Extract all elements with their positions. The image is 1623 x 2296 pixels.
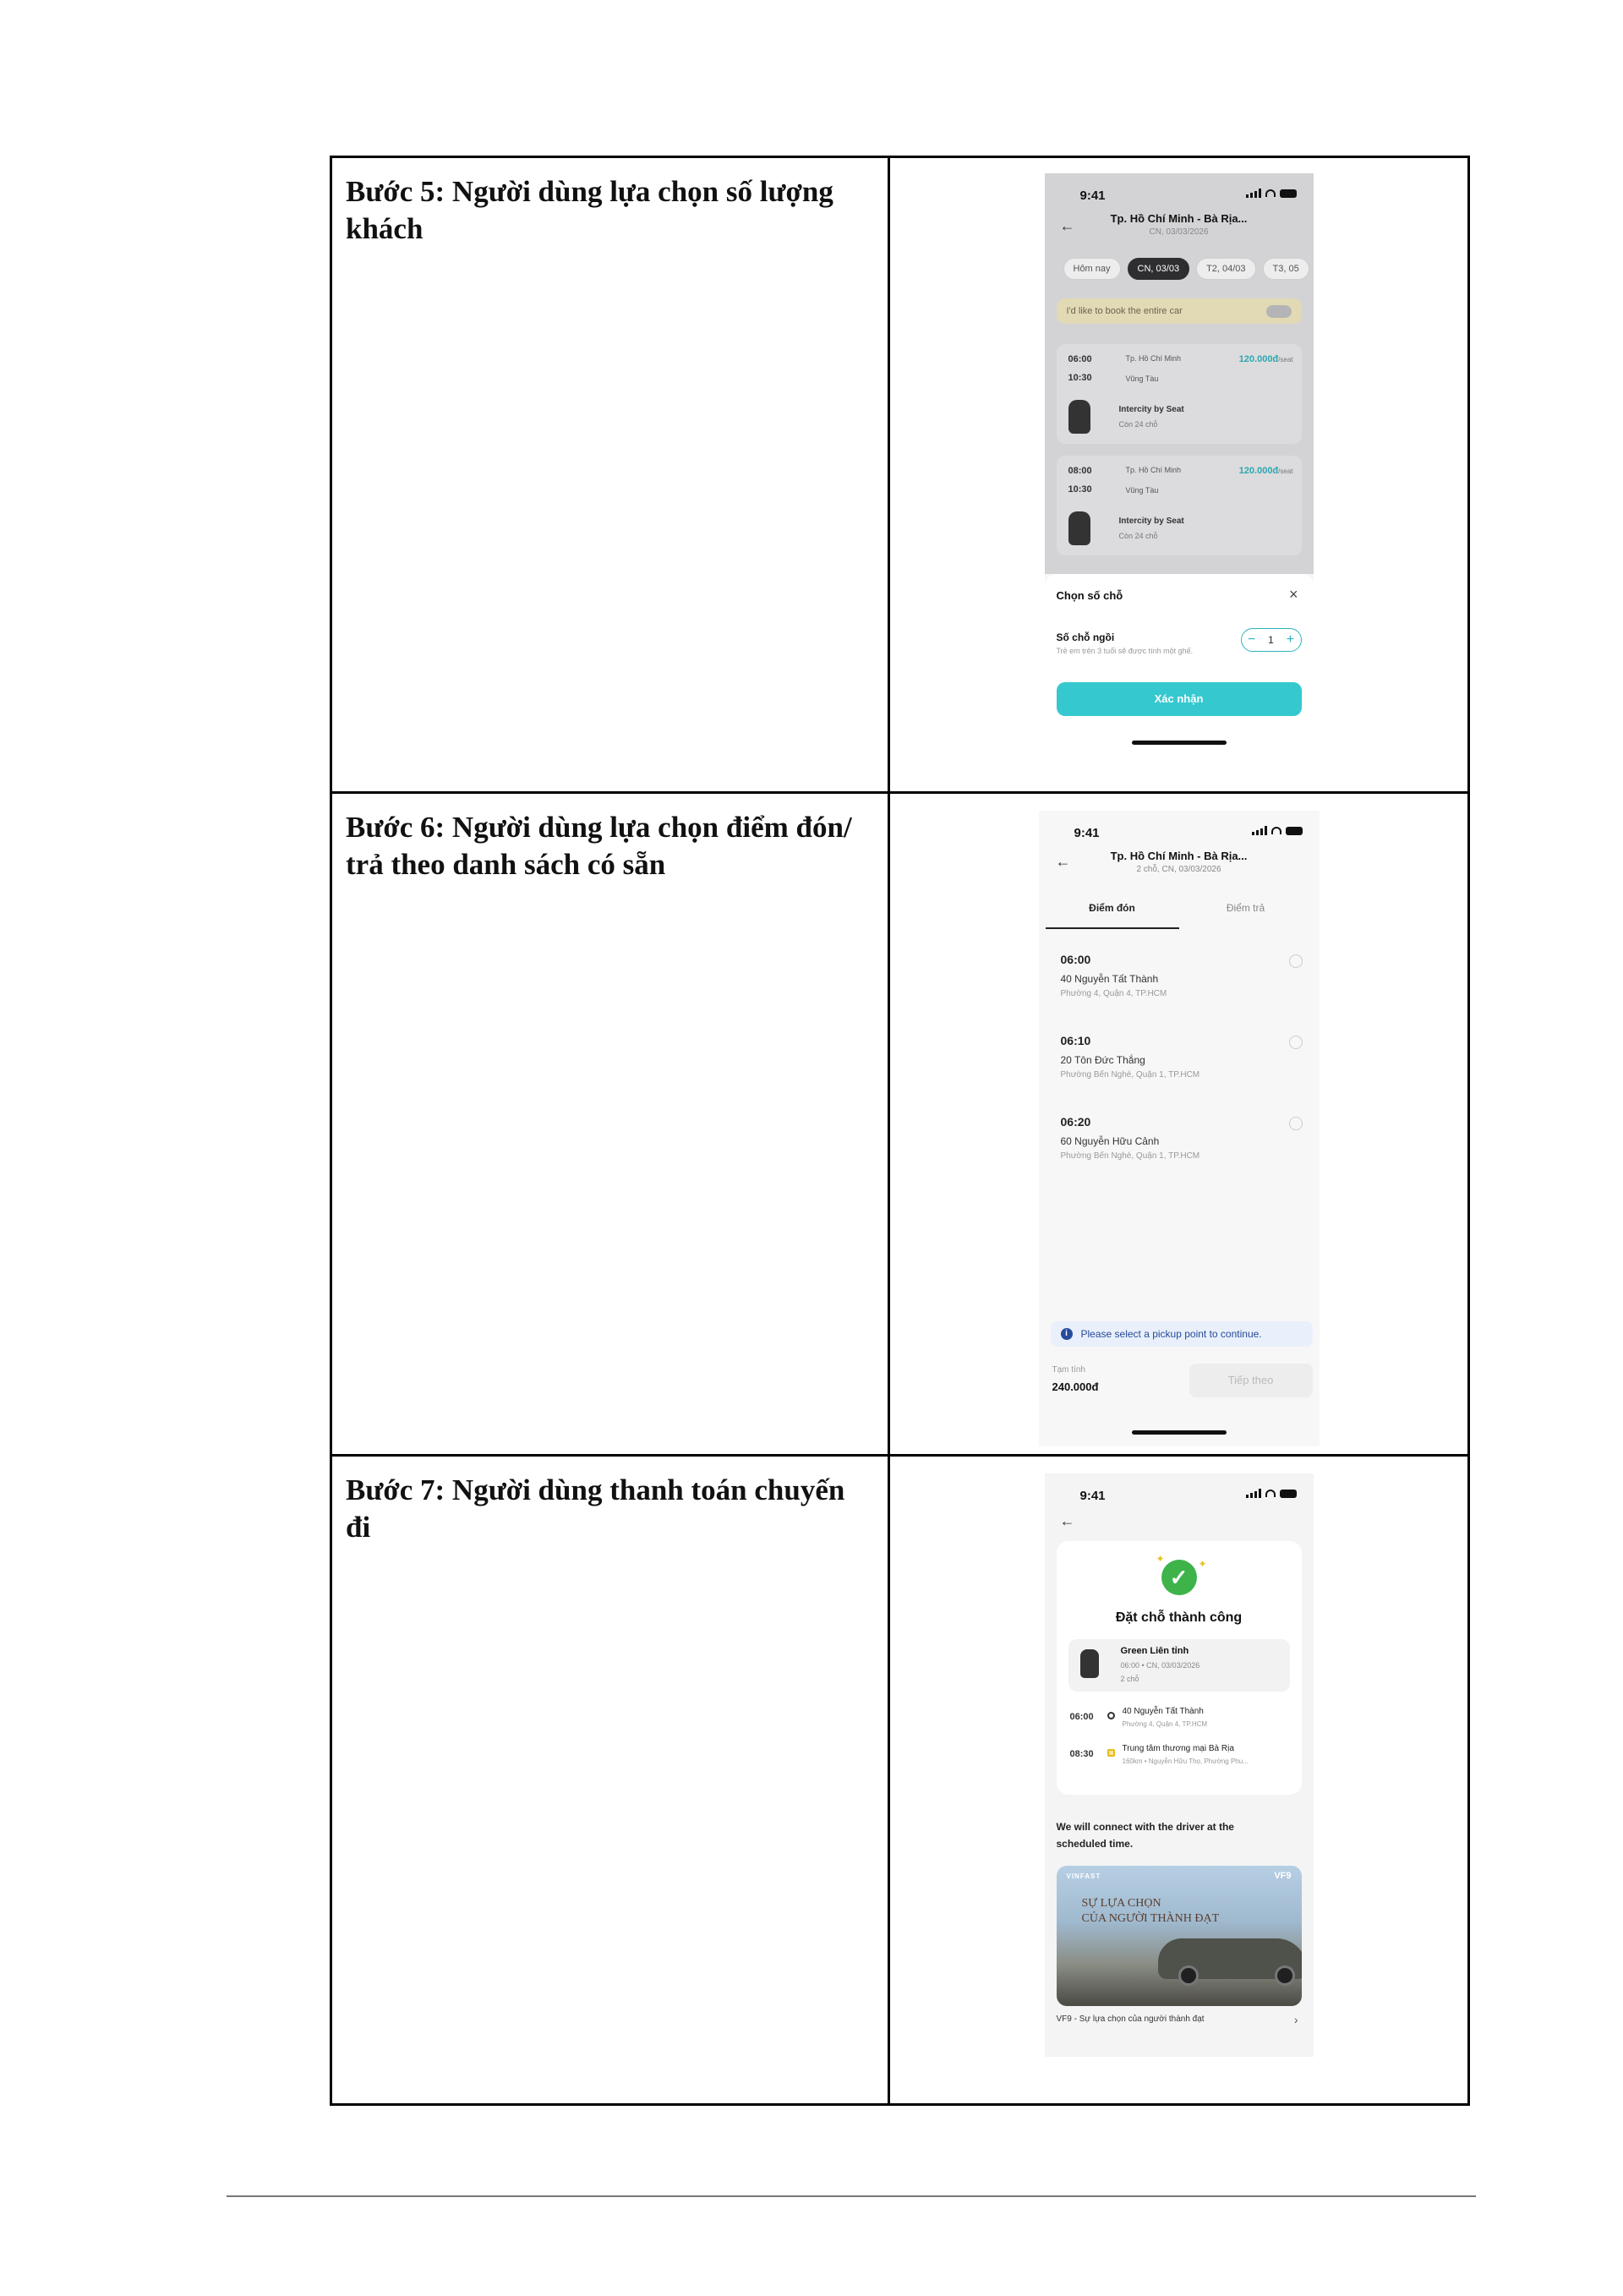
seats-remaining: Còn 24 chỗ bbox=[1118, 532, 1158, 540]
seat-icon bbox=[1068, 400, 1090, 434]
status-bar bbox=[1045, 173, 1314, 207]
status-icons bbox=[1252, 826, 1303, 835]
pickup-time: 06:20 bbox=[1060, 1115, 1091, 1129]
service-name: Intercity by Seat bbox=[1118, 405, 1184, 414]
signal-icon bbox=[1246, 189, 1261, 198]
table-row bbox=[331, 157, 1469, 793]
pickup-detail: Phường 4, Quận 4, TP.HCM bbox=[1060, 989, 1167, 998]
destination-time: 08:30 bbox=[1069, 1749, 1094, 1759]
trip-price: 120.000đ/seat bbox=[1238, 354, 1293, 364]
promo-banner[interactable] bbox=[1057, 1866, 1302, 2006]
status-time: 9:41 bbox=[1074, 826, 1100, 840]
back-arrow-icon[interactable]: ← bbox=[1059, 217, 1075, 234]
origin: Tp. Hồ Chí Minh bbox=[1125, 354, 1182, 363]
service-summary bbox=[1068, 1639, 1290, 1692]
radio-button[interactable] bbox=[1289, 954, 1303, 968]
wheel-icon bbox=[1275, 1965, 1295, 1986]
tab-pickup[interactable]: Điểm đón bbox=[1089, 902, 1135, 914]
radio-button[interactable] bbox=[1289, 1036, 1303, 1049]
confirm-button[interactable]: Xác nhận bbox=[1057, 682, 1302, 716]
date-chip[interactable]: T2, 04/03 bbox=[1196, 258, 1255, 280]
status-icons bbox=[1246, 189, 1297, 198]
pickup-option[interactable] bbox=[1061, 953, 1303, 1020]
date-chips bbox=[1063, 258, 1309, 280]
success-check-icon: ✓ bbox=[1161, 1560, 1197, 1595]
origin-detail: Phường 4, Quận 4, TP.HCM bbox=[1122, 1720, 1208, 1728]
seats-remaining: Còn 24 chỗ bbox=[1118, 420, 1158, 429]
seat-quantity-stepper bbox=[1241, 628, 1302, 652]
service-seats: 2 chỗ bbox=[1120, 1675, 1139, 1683]
arrival-time: 10:30 bbox=[1068, 373, 1092, 383]
seat-count-screen bbox=[1045, 173, 1314, 757]
info-icon: i bbox=[1061, 1328, 1073, 1340]
home-indicator bbox=[1132, 1430, 1227, 1435]
subtotal-value: 240.000đ bbox=[1052, 1380, 1099, 1393]
pickup-point-screen bbox=[1039, 811, 1320, 1446]
origin: Tp. Hồ Chí Minh bbox=[1125, 466, 1182, 474]
pickup-time: 06:00 bbox=[1060, 953, 1091, 966]
service-time: 06:00 • CN, 03/03/2026 bbox=[1120, 1661, 1200, 1670]
origin-name: 40 Nguyễn Tất Thành bbox=[1122, 1707, 1204, 1716]
service-name: Intercity by Seat bbox=[1118, 517, 1184, 526]
promo-image bbox=[1057, 1866, 1302, 2006]
route-title: Tp. Hồ Chí Minh - Bà Rịa... bbox=[1110, 212, 1248, 225]
pickup-notice bbox=[1051, 1321, 1313, 1347]
route-title: Tp. Hồ Chí Minh - Bà Rịa... bbox=[1110, 850, 1248, 862]
destination-detail: 160km • Nguyễn Hữu Thọ, Phường Phu... bbox=[1122, 1758, 1249, 1765]
promo-caption-text: VF9 - Sự lựa chọn của người thành đạt bbox=[1056, 2014, 1205, 2024]
sparkle-icon: ✦ bbox=[1198, 1558, 1207, 1570]
table-row bbox=[331, 793, 1469, 1456]
entire-car-toggle[interactable] bbox=[1266, 305, 1292, 318]
battery-icon bbox=[1280, 189, 1297, 198]
pickup-option[interactable] bbox=[1061, 1034, 1303, 1102]
status-bar bbox=[1039, 811, 1320, 845]
status-bar bbox=[1045, 1473, 1314, 1507]
signal-icon bbox=[1246, 1489, 1261, 1498]
stop-tabs bbox=[1046, 902, 1313, 931]
step-cell bbox=[331, 157, 889, 793]
screenshot-cell bbox=[889, 1456, 1469, 2105]
date-chip-selected[interactable]: CN, 03/03 bbox=[1128, 258, 1190, 280]
battery-icon bbox=[1286, 827, 1303, 835]
destination: Vũng Tàu bbox=[1125, 374, 1159, 383]
trip-card[interactable] bbox=[1057, 344, 1302, 444]
departure-time: 06:00 bbox=[1068, 354, 1092, 364]
origin-dot-icon bbox=[1107, 1712, 1115, 1719]
destination: Vũng Tàu bbox=[1125, 486, 1159, 495]
seat-count-note: Trẻ em trên 3 tuổi sẽ được tính một ghế. bbox=[1056, 647, 1194, 655]
notice-text: Please select a pickup point to continue. bbox=[1080, 1328, 1262, 1340]
trip-card[interactable] bbox=[1057, 456, 1302, 555]
booking-card bbox=[1057, 1541, 1302, 1795]
close-icon[interactable]: × bbox=[1288, 586, 1298, 603]
pickup-option[interactable] bbox=[1061, 1115, 1303, 1183]
tab-dropoff[interactable]: Điểm trả bbox=[1226, 902, 1265, 914]
promo-headline: SỰ LỰA CHỌN CỦA NGƯỜI THÀNH ĐẠT bbox=[1081, 1897, 1220, 1925]
departure-time: 08:00 bbox=[1068, 466, 1092, 476]
booking-summary: 2 chỗ, CN, 03/03/2026 bbox=[1136, 865, 1221, 874]
destination-name: Trung tâm thương mại Bà Rịa bbox=[1122, 1744, 1234, 1753]
chevron-right-icon: › bbox=[1293, 2013, 1298, 2026]
signal-icon bbox=[1252, 826, 1267, 835]
table-row bbox=[331, 1456, 1469, 2105]
wifi-icon bbox=[1265, 189, 1276, 197]
seat-count-sheet bbox=[1045, 574, 1314, 757]
route-date: CN, 03/03/2026 bbox=[1149, 227, 1209, 237]
active-tab-indicator bbox=[1046, 927, 1179, 929]
step-5-text: Bước 5: Người dùng lựa chọn số lượng khách bbox=[346, 175, 833, 245]
steps-table bbox=[330, 156, 1470, 2106]
wifi-icon bbox=[1265, 1490, 1276, 1497]
plus-icon[interactable]: + bbox=[1286, 632, 1295, 647]
footer-rule bbox=[227, 2195, 1476, 2197]
promo-model: VF9 bbox=[1274, 1871, 1292, 1881]
banner-text: I'd like to book the entire car bbox=[1066, 306, 1183, 316]
sparkle-icon: ✦ bbox=[1156, 1553, 1165, 1565]
pickup-time: 06:10 bbox=[1060, 1034, 1091, 1047]
screenshot-cell bbox=[889, 157, 1469, 793]
driver-connect-message: We will connect with the driver at the scheduled time. bbox=[1056, 1821, 1234, 1850]
promo-brand: VINFAST bbox=[1066, 1872, 1101, 1880]
seat-quantity-value: 1 bbox=[1268, 634, 1274, 646]
date-chip[interactable]: T3, 05 bbox=[1263, 258, 1309, 280]
status-time: 9:41 bbox=[1079, 189, 1106, 203]
booking-success-screen bbox=[1045, 1473, 1314, 2057]
status-time: 9:41 bbox=[1079, 1489, 1106, 1503]
wifi-icon bbox=[1271, 827, 1281, 834]
pickup-address: 60 Nguyễn Hữu Cảnh bbox=[1060, 1135, 1160, 1147]
next-button[interactable]: Tiếp theo bbox=[1189, 1364, 1313, 1397]
seat-icon bbox=[1080, 1649, 1099, 1678]
trip-price: 120.000đ/seat bbox=[1238, 466, 1293, 476]
seat-icon bbox=[1068, 511, 1090, 545]
status-icons bbox=[1246, 1489, 1297, 1498]
pickup-address: 40 Nguyễn Tất Thành bbox=[1060, 973, 1159, 985]
battery-icon bbox=[1280, 1490, 1297, 1498]
pickup-detail: Phường Bến Nghé, Quận 1, TP.HCM bbox=[1060, 1151, 1200, 1161]
subtotal-label: Tạm tính bbox=[1052, 1365, 1085, 1375]
back-arrow-icon[interactable]: ← bbox=[1059, 1512, 1075, 1529]
screenshot-cell bbox=[889, 793, 1469, 1456]
home-indicator bbox=[1132, 741, 1227, 745]
origin-time: 06:00 bbox=[1069, 1712, 1094, 1722]
step-6-text: Bước 6: Người dùng lựa chọn điểm đón/ trả theo danh sách có sẵn bbox=[346, 811, 852, 881]
route-origin bbox=[1070, 1707, 1290, 1741]
date-chip[interactable]: Hôm nay bbox=[1063, 258, 1121, 280]
pickup-address: 20 Tôn Đức Thắng bbox=[1060, 1054, 1145, 1066]
sheet-title: Chọn số chỗ bbox=[1056, 589, 1123, 602]
route-destination bbox=[1070, 1744, 1290, 1778]
seat-count-label: Số chỗ ngồi bbox=[1056, 631, 1115, 643]
arrival-time: 10:30 bbox=[1068, 484, 1092, 495]
wheel-icon bbox=[1178, 1965, 1199, 1986]
radio-button[interactable] bbox=[1289, 1117, 1303, 1130]
success-title: Đặt chỗ thành công bbox=[1115, 1610, 1243, 1625]
destination-square-icon bbox=[1107, 1749, 1115, 1757]
minus-icon[interactable]: − bbox=[1247, 632, 1256, 647]
pickup-detail: Phường Bến Nghé, Quận 1, TP.HCM bbox=[1060, 1070, 1200, 1080]
book-entire-car-banner bbox=[1057, 298, 1302, 324]
step-cell bbox=[331, 793, 889, 1456]
back-arrow-icon[interactable]: ← bbox=[1055, 853, 1071, 870]
service-name: Green Liên tỉnh bbox=[1120, 1646, 1189, 1656]
dimmed-background bbox=[1045, 173, 1314, 574]
step-7-text: Bước 7: Người dùng thanh toán chuyến đi bbox=[346, 1473, 845, 1544]
promo-caption[interactable] bbox=[1057, 2014, 1302, 2024]
step-cell bbox=[331, 1456, 889, 2105]
